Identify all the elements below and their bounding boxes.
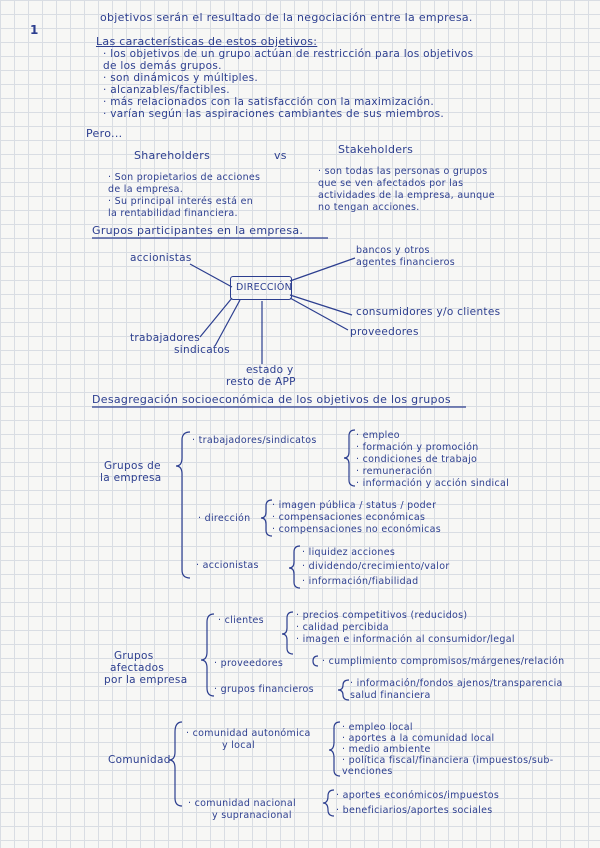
node-estado-2: resto de APP — [226, 376, 296, 388]
accionistas-label: · accionistas — [196, 560, 259, 571]
shareholders-line: · Su principal interés está en — [108, 196, 254, 207]
pero-label: Pero... — [86, 127, 123, 140]
clientes-label: · clientes — [218, 615, 264, 626]
node-bancos: bancos y otros — [356, 245, 430, 256]
external-label: Grupos — [114, 650, 154, 662]
financieros-label: · grupos financieros — [214, 684, 314, 695]
vs-label: vs — [274, 149, 287, 162]
trabajadores-item: · información y acción sindical — [356, 478, 510, 489]
autonomica-label: · comunidad autonómica — [186, 728, 311, 739]
center-label: DIRECCIÓN — [236, 282, 293, 293]
node-bancos-2: agentes financieros — [356, 257, 455, 268]
community-label: Comunidad — [108, 754, 171, 766]
characteristic-item: · más relacionados con la satisfacción con la maximización. — [103, 96, 435, 108]
characteristic-item: · varían según las aspiraciones cambiantes de sus miembros. — [103, 108, 445, 120]
breakdown-heading: Desagregación socioeconómica de los objetivos de los grupos — [92, 393, 451, 406]
direccion-item: · compensaciones no económicas — [272, 524, 441, 535]
trabajadores-item: · remuneración — [356, 466, 433, 477]
trabajadores-label: · trabajadores/sindicatos — [192, 435, 317, 446]
trabajadores-item: · formación y promoción — [356, 442, 479, 453]
trabajadores-item: · condiciones de trabajo — [356, 454, 478, 465]
stakeholders-line: · son todas las personas o grupos — [318, 166, 488, 177]
proveedores-label: · proveedores — [214, 658, 284, 669]
groups-heading: Grupos participantes en la empresa. — [92, 224, 304, 237]
trabajadores-item: · empleo — [356, 430, 400, 441]
node-estado: estado y — [246, 364, 294, 376]
stakeholders-line: actividades de la empresa, aunque — [318, 190, 495, 201]
characteristic-item: · son dinámicos y múltiples. — [103, 72, 259, 84]
page-number: 1 — [30, 23, 39, 37]
external-label-2: afectados — [110, 662, 165, 674]
autonomica-label-2: y local — [222, 740, 255, 751]
intro-line: objetivos serán el resultado de la negociación entre la empresa. — [100, 11, 473, 24]
node-proveedores: proveedores — [350, 326, 419, 338]
shareholders-line: · Son propietarios de acciones — [108, 172, 261, 183]
stakeholders-title: Stakeholders — [338, 143, 414, 156]
direccion-item: · compensaciones económicas — [272, 512, 426, 523]
shareholders-line: de la empresa. — [108, 184, 184, 195]
financieros-item: salud financiera — [350, 690, 431, 701]
nacional-label: · comunidad nacional — [188, 798, 296, 809]
direccion-label: · dirección — [198, 513, 251, 524]
direccion-item: · imagen pública / status / poder — [272, 500, 437, 511]
characteristic-item: · los objetivos de un grupo actúan de restricción para los objetivos — [103, 48, 474, 60]
external-label-3: por la empresa — [104, 674, 188, 686]
clientes-item: · calidad percibida — [296, 622, 389, 633]
shareholders-title: Shareholders — [134, 149, 211, 162]
autonomica-item: venciones — [342, 766, 393, 777]
clientes-item: · precios competitivos (reducidos) — [296, 610, 468, 621]
financieros-item: · información/fondos ajenos/transparencia — [350, 678, 563, 689]
characteristic-item: · alcanzables/factibles. — [103, 84, 230, 96]
shareholders-line: la rentabilidad financiera. — [108, 208, 238, 219]
clientes-item: · imagen e información al consumidor/legal — [296, 634, 515, 645]
nacional-item: · beneficiarios/aportes sociales — [336, 805, 493, 816]
stakeholders-line: que se ven afectados por las — [318, 178, 464, 189]
autonomica-item: · empleo local — [342, 722, 413, 733]
node-trabajadores: trabajadores — [130, 332, 201, 344]
autonomica-item: · medio ambiente — [342, 744, 431, 755]
accionistas-item: · información/fiabilidad — [302, 576, 419, 587]
accionistas-item: · liquidez acciones — [302, 547, 396, 558]
characteristic-item: de los demás grupos. — [103, 60, 222, 72]
nacional-label-2: y supranacional — [212, 810, 292, 821]
nacional-item: · aportes económicos/impuestos — [336, 790, 500, 801]
stakeholders-line: no tengan acciones. — [318, 202, 420, 213]
autonomica-item: · política fiscal/financiera (impuestos/sub- — [342, 755, 554, 766]
autonomica-item: · aportes a la comunidad local — [342, 733, 495, 744]
node-accionistas: accionistas — [130, 252, 192, 264]
accionistas-item: · dividendo/crecimiento/valor — [302, 561, 450, 572]
node-sindicatos: sindicatos — [174, 344, 230, 356]
proveedores-item: · cumplimiento compromisos/márgenes/relación — [322, 656, 565, 667]
characteristics-title: Las características de estos objetivos: — [96, 35, 318, 48]
node-consumidores: consumidores y/o clientes — [356, 306, 501, 318]
internal-label: Grupos de — [104, 460, 161, 472]
internal-label-2: la empresa — [100, 472, 162, 484]
